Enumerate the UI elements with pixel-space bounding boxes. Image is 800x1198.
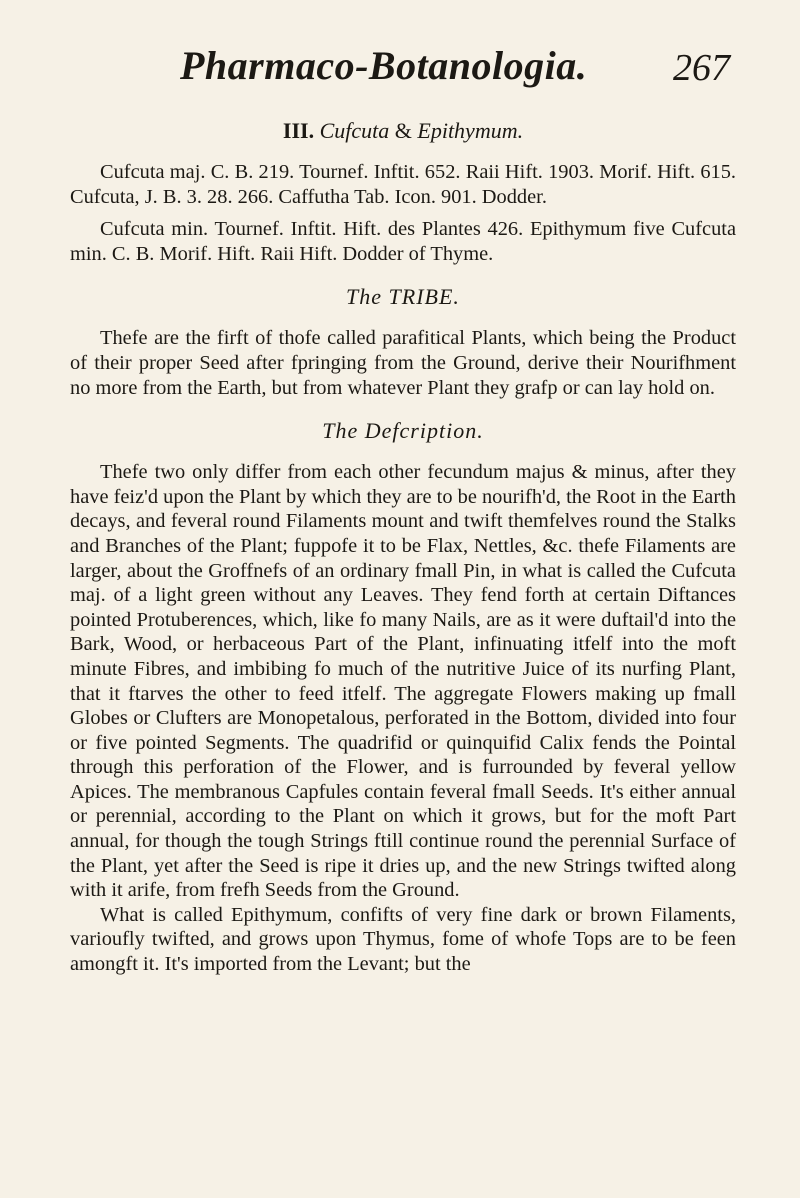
running-head	[70, 42, 736, 102]
page-number: 267	[673, 47, 730, 89]
tribe-heading: The TRIBE.	[346, 284, 460, 310]
section-ampersand: &	[394, 118, 412, 143]
section-heading	[70, 118, 736, 144]
running-title: Pharmaco-Botanologia.	[180, 43, 588, 88]
tribe-paragraph: Thefe are the firft of thofe called parafitical Plants, which being the Product of their proper Seed after fpringing from the Ground, derive their Nourifhment no more from the Earth, but from whatever Plant they grafp or can lay hold on.	[70, 327, 736, 399]
description-heading: The Defcription.	[322, 418, 484, 444]
section-title-cuscuta: Cufcuta	[319, 118, 390, 143]
description-paragraph-1: Thefe two only differ from each other fecundum majus & minus, after they have feiz'd upon the Plant by which they are to be nourifh'd, the Root in the Earth decays, and feveral round Filaments mount and twift themfelves round the Stalks and Branches of the Plant; fuppofe it to be Flax, Nettles, &c. thefe Filaments are larger, about the Groffnefs of an ordinary fmall Pin, in what is called the Cufcuta maj. of a light green without any Leaves. They fend forth at certain Diftances pointed Protuberences, which, like fo many Nails, are as it were duftail'd into the Bark, Wood, or herbaceous Part of the Plant, infinuating itfelf into the moft minute Fibres, and imbibing fo much of the nutritive Juice of its nurfing Plant, that it ftarves the other to feed itfelf. The aggregate Flowers making up fmall Globes or Clufters are Monopetalous, perforated in the Bottom, divided into four or five pointed Segments. The quadrifid or quinquifid Calix fends the Pointal through this perforation of the Flower, and is furrounded by feveral yellow Apices. The membranous Capfules contain feveral fmall Seeds. It's either annual or perennial, according to the Plant on which it grows, but for the moft Part annual, for though the tough Strings ftill continue round the perennial Surface of the Plant, yet after the Seed is ripe it dries up, and the new Strings twifted along with it arife, from frefh Seeds from the Ground.	[70, 461, 736, 902]
section-number: III.	[282, 118, 315, 143]
synonymy-cuscuta-minor: Cufcuta min. Tournef. Inftit. Hift. des Plantes 426. Epithymum five Cufcuta min. C. B. Morif. Hift. Raii Hift. Dodder of Thyme.	[70, 218, 736, 265]
description-paragraph-2: What is called Epithymum, confifts of very fine dark or brown Filaments, varioufly twifted, and grows upon Thymus, fome of whofe Tops are to be feen amongft it. It's imported from the Levant; but the	[70, 903, 736, 976]
page-content	[70, 118, 736, 977]
synonymy-cuscuta-major: Cufcuta maj. C. B. 219. Tournef. Inftit. 652. Raii Hift. 1903. Morif. Hift. 615. Cufcuta, J. B. 3. 28. 266. Caffutha Tab. Icon. 901. Dodder.	[70, 161, 736, 208]
section-title-epithymum: Epithymum.	[417, 118, 524, 143]
